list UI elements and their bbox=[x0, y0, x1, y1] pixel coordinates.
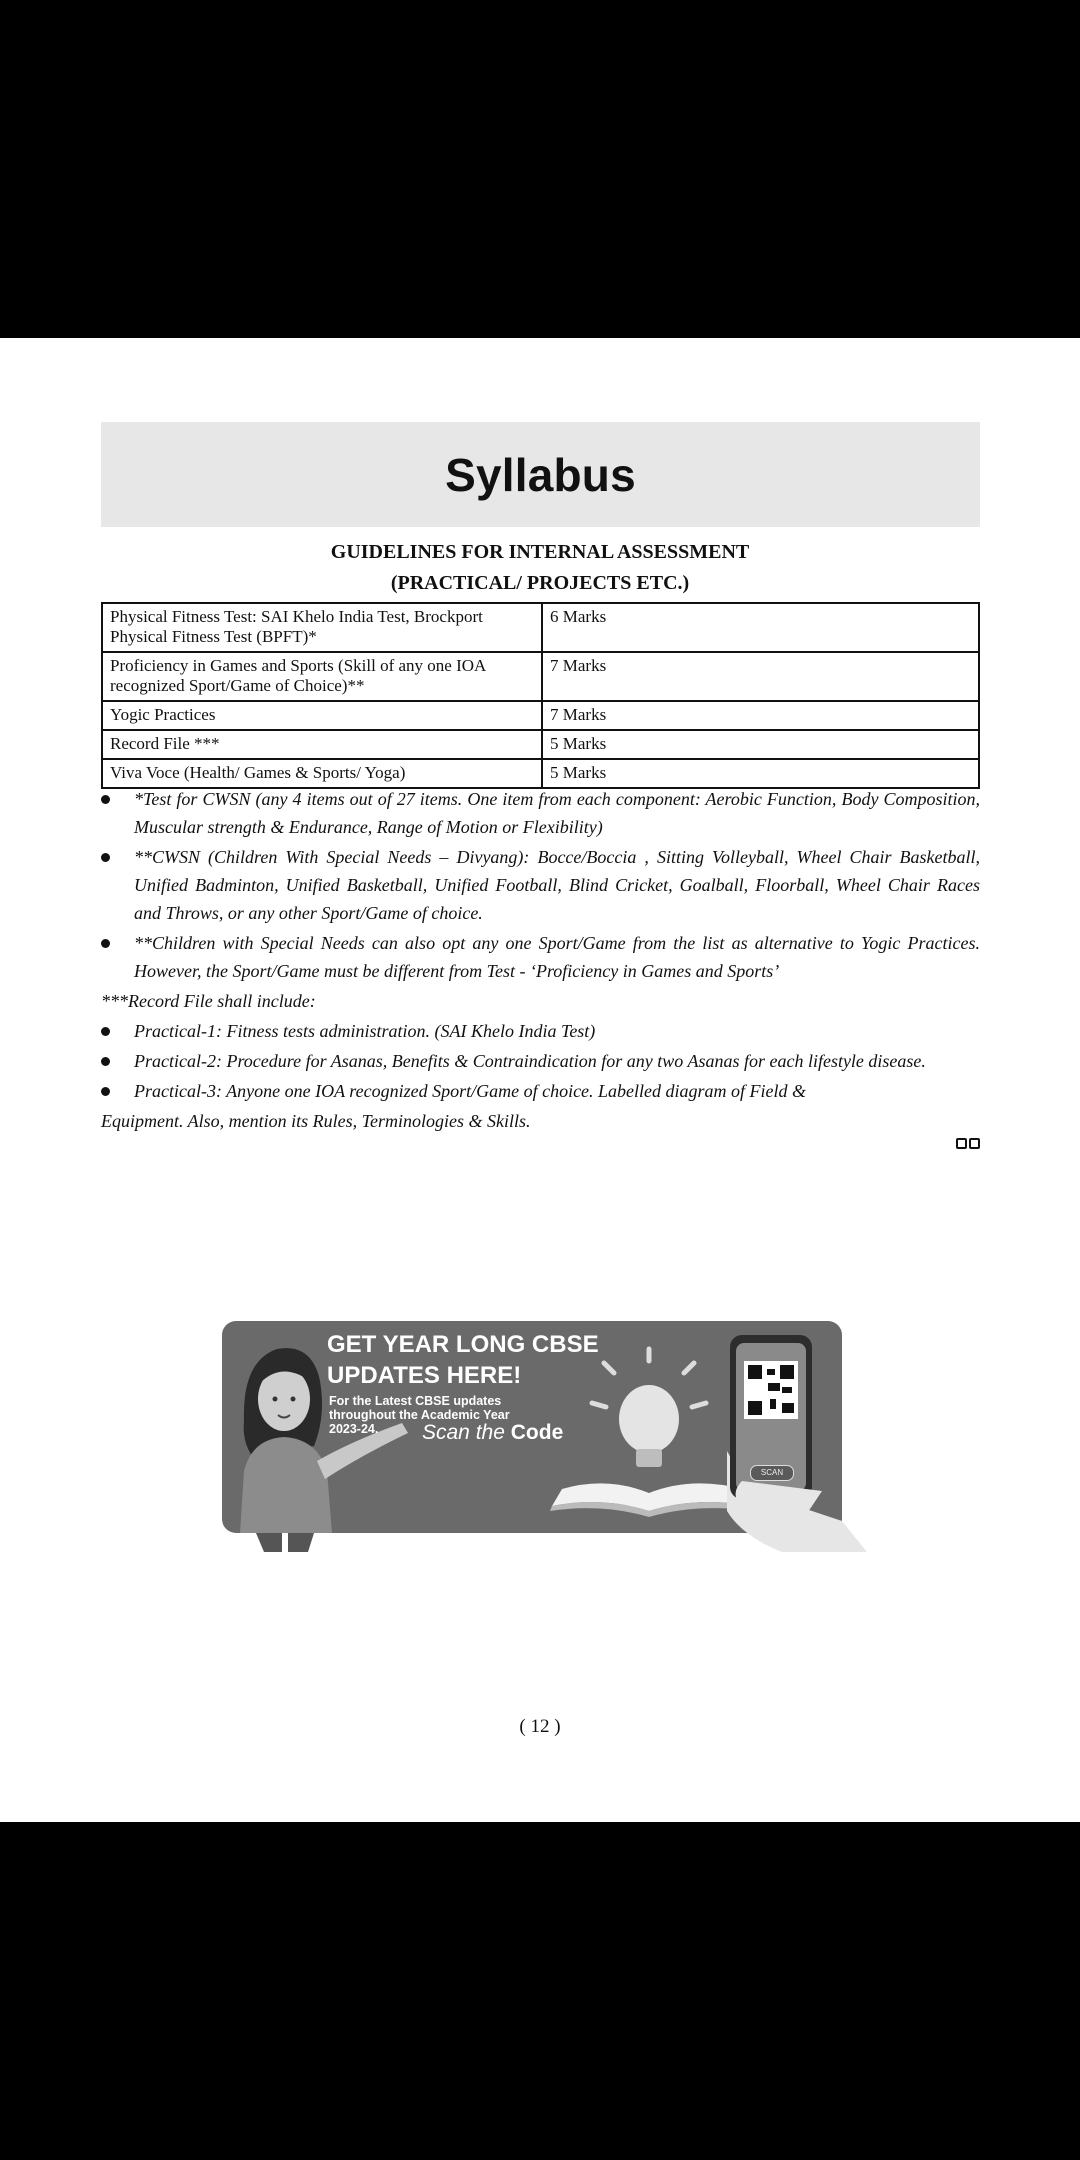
promo-title bbox=[327, 1329, 599, 1391]
record-intro: ***Record File shall include: bbox=[101, 991, 316, 1011]
item-text: Proficiency in Games and Sports (Skill of any one IOA bbox=[110, 656, 487, 675]
bullet-icon bbox=[101, 795, 110, 804]
table-cell-item: Yogic Practices bbox=[102, 701, 542, 730]
table-cell-marks: 7 Marks bbox=[542, 652, 979, 701]
section-heading: GUIDELINES FOR INTERNAL ASSESSMENT bbox=[330, 541, 750, 563]
scan-the-code-text bbox=[422, 1421, 563, 1445]
bullet-icon bbox=[101, 1087, 110, 1096]
page-title: Syllabus bbox=[445, 448, 636, 501]
bullet-icon bbox=[101, 853, 110, 862]
list-item bbox=[101, 1047, 980, 1075]
item-text: recognized Sport/Game of Choice)** bbox=[110, 676, 365, 695]
table-cell-marks: 5 Marks bbox=[542, 759, 979, 788]
list-item bbox=[101, 785, 980, 841]
lightbulb-icon bbox=[592, 1349, 706, 1467]
scan-word: the bbox=[475, 1421, 505, 1444]
table-cell-item: Record File *** bbox=[102, 730, 542, 759]
table-cell-marks: 5 Marks bbox=[542, 730, 979, 759]
practical-text: Practical-2: Procedure for Asanas, Benefits & Contraindication for any two Asanas for each lifestyle disease. bbox=[134, 1051, 926, 1071]
table-row bbox=[102, 759, 979, 788]
document-page bbox=[0, 338, 1080, 1822]
table-cell-item: Viva Voce (Health/ Games & Sports/ Yoga) bbox=[102, 759, 542, 788]
bullet-icon bbox=[101, 939, 110, 948]
table-row bbox=[102, 701, 979, 730]
page-number: ( 12 ) bbox=[519, 1716, 561, 1737]
list-item bbox=[101, 1077, 980, 1105]
bullet-icon bbox=[101, 1057, 110, 1066]
item-text: Physical Fitness Test: SAI Khelo India Test, Brockport bbox=[110, 607, 483, 626]
note-text: **CWSN (Children With Special Needs – Divyang): Bocce/Boccia , Sitting Volleyball, Wheel Chair Basketball, Unified Badminton, Unified Basketball, Unified Football, Blind Cricket, Goalball, Floorball, Wheel Chair Races and Throws, or any other Sport/Game of choice. bbox=[134, 847, 980, 923]
promo-subtitle-line: For the Latest CBSE updates bbox=[329, 1394, 502, 1408]
scan-button[interactable]: SCAN bbox=[750, 1465, 794, 1481]
square-icon bbox=[969, 1138, 980, 1149]
practical-tail: Equipment. Also, mention its Rules, Terminologies & Skills. bbox=[101, 1111, 531, 1131]
table-row bbox=[102, 603, 979, 652]
note-text: *Test for CWSN (any 4 items out of 27 items. One item from each component: Aerobic Function, Body Composition, Muscular strength & Endurance, Range of Motion or Flexibility) bbox=[134, 789, 980, 837]
promo-title-line: GET YEAR LONG CBSE bbox=[327, 1331, 599, 1358]
list-item bbox=[101, 1017, 980, 1045]
note-text: **Children with Special Needs can also opt any one Sport/Game from the list as alternative to Yogic Practices. However, the Sport/Game must be different from Test - ‘Proficiency in Games and Sports’ bbox=[134, 933, 980, 981]
table-row bbox=[102, 730, 979, 759]
scan-word: Scan bbox=[422, 1421, 470, 1444]
table-cell-marks: 7 Marks bbox=[542, 701, 979, 730]
title-banner bbox=[101, 422, 980, 527]
promo-title-line: UPDATES HERE! bbox=[327, 1362, 522, 1389]
square-icon bbox=[956, 1138, 967, 1149]
table-cell-item bbox=[102, 652, 542, 701]
end-mark bbox=[956, 1138, 980, 1149]
book-icon bbox=[550, 1483, 754, 1517]
table-row bbox=[102, 652, 979, 701]
item-text: Physical Fitness Test (BPFT)* bbox=[110, 627, 317, 646]
practical-text: Practical-1: Fitness tests administration. (SAI Khelo India Test) bbox=[134, 1021, 596, 1041]
list-item bbox=[101, 843, 980, 927]
section-subheading: (PRACTICAL/ PROJECTS ETC.) bbox=[390, 572, 690, 594]
table-cell-marks: 6 Marks bbox=[542, 603, 979, 652]
scan-word: Code bbox=[510, 1421, 564, 1444]
table-cell-item bbox=[102, 603, 542, 652]
notes-section bbox=[101, 785, 980, 1137]
bullet-icon bbox=[101, 1027, 110, 1036]
promo-subtitle-line: throughout the Academic Year bbox=[329, 1408, 510, 1422]
promo-banner[interactable] bbox=[222, 1321, 867, 1552]
assessment-table bbox=[101, 602, 980, 789]
practical-text: Practical-3: Anyone one IOA recognized Sport/Game of choice. Labelled diagram of Field & bbox=[134, 1081, 807, 1101]
list-item bbox=[101, 929, 980, 985]
promo-subtitle-line: 2023-24. bbox=[329, 1422, 379, 1436]
phone-icon bbox=[727, 1335, 867, 1552]
